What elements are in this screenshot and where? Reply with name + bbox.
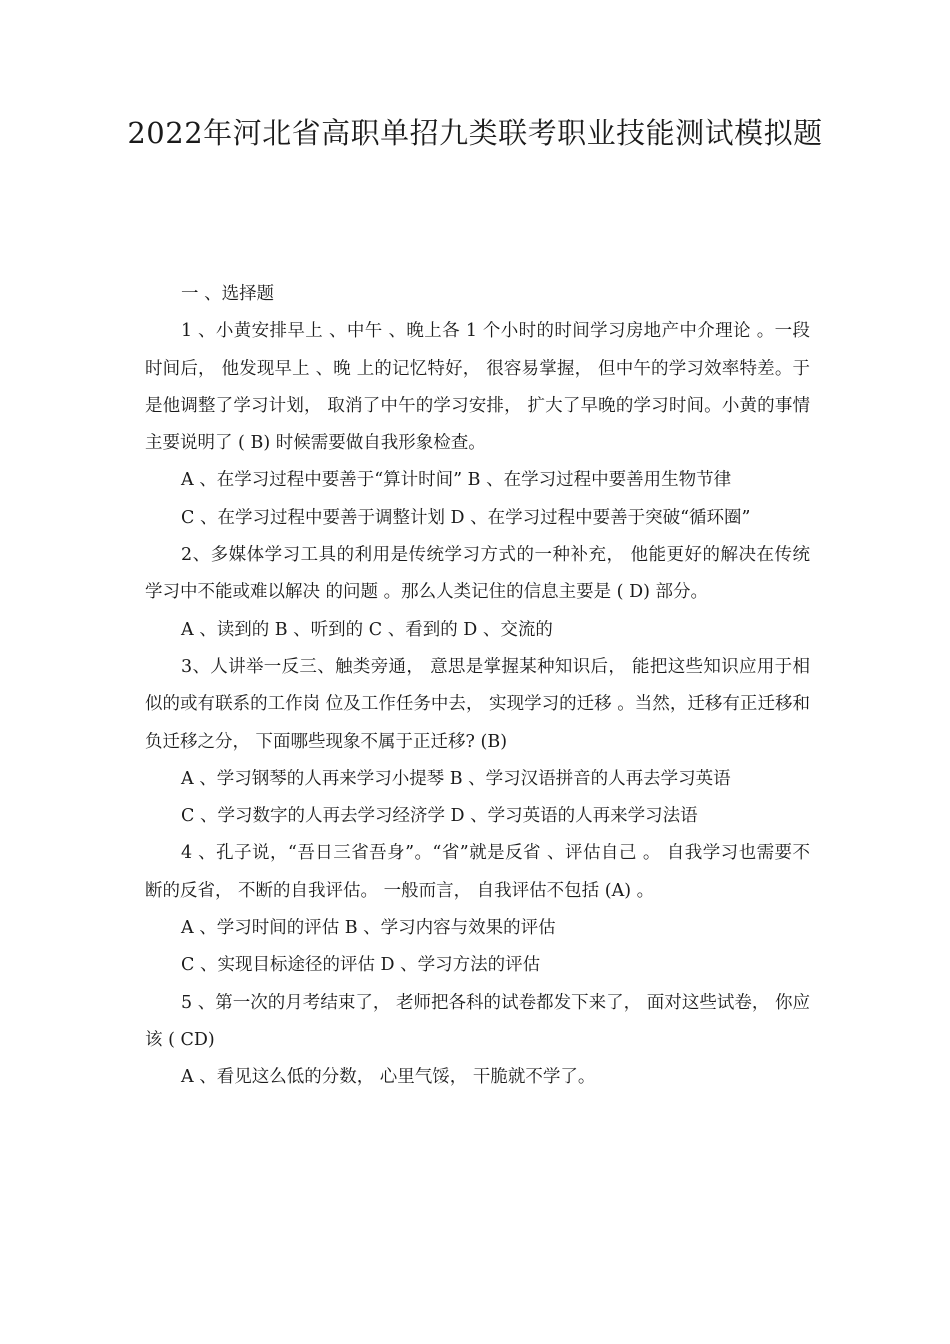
question-4-stem: 4 、孔子说，“吾日三省吾身”。“省”就是反省 、评估自己 。 自我学习也需要不断的反省， 不断的自我评估。 一般而言， 自我评估不包括 (A) 。: [145, 843, 810, 901]
question-3-options-row-1: A 、学习钢琴的人再来学习小提琴 B 、学习汉语拼音的人再去学习英语: [181, 768, 731, 789]
question-3-options-row-2: C 、学习数字的人再去学习经济学 D 、学习英语的人再来学习法语: [181, 806, 698, 827]
question-1-stem: 1 、小黄安排早上 、中午 、晚上各 1 个小时的时间学习房地产中介理论 。一段时间后， 他发现早上 、晚 上的记忆特好， 很容易掌握， 但中午的学习效率特差。于是他调整了学习计划， 取消了中午的学习安排， 扩大了早晚的学习时间。小黄的事情主要说明了 ( B) 时候需要做自我形象检查。: [145, 321, 810, 454]
question-4-options-row-2: C 、实现目标途径的评估 D 、学习方法的评估: [181, 955, 541, 976]
question-1-options-row-2: C 、在学习过程中要善于调整计划 D 、在学习过程中要善于突破“循环圈”: [181, 507, 751, 528]
document-title: 2022年河北省高职单招九类联考职业技能测试模拟题: [127, 116, 823, 150]
question-3-stem: 3、人讲举一反三、触类旁通， 意思是掌握某种知识后， 能把这些知识应用于相似的或有联系的工作岗 位及工作任务中去， 实现学习的迁移 。当然，迁移有正迁移和负迁移之分， 下面哪些现象不属于正迁移? (B): [145, 656, 810, 752]
question-5-options-row-1: A 、看见这么低的分数， 心里气馁， 干脆就不学了。: [181, 1067, 596, 1088]
question-1-options-row-1: A 、在学习过程中要善于“算计时间” B 、在学习过程中要善用生物节律: [181, 470, 732, 491]
question-4-options-row-1: A 、学习时间的评估 B 、学习内容与效果的评估: [181, 918, 556, 939]
question-5-stem: 5 、第一次的月考结束了， 老师把各科的试卷都发下来了， 面对这些试卷， 你应该 ( CD): [145, 992, 810, 1050]
section-heading: 一 、选择题: [181, 284, 275, 304]
document-body: [145, 276, 810, 1097]
question-2-stem: 2、多媒体学习工具的利用是传统学习方式的一种补充， 他能更好的解决在传统学习中不能或难以解决 的问题 。那么人类记住的信息主要是 ( D) 部分。: [145, 545, 810, 603]
question-2-options-row-1: A 、读到的 B 、听到的 C 、看到的 D 、交流的: [181, 619, 553, 640]
